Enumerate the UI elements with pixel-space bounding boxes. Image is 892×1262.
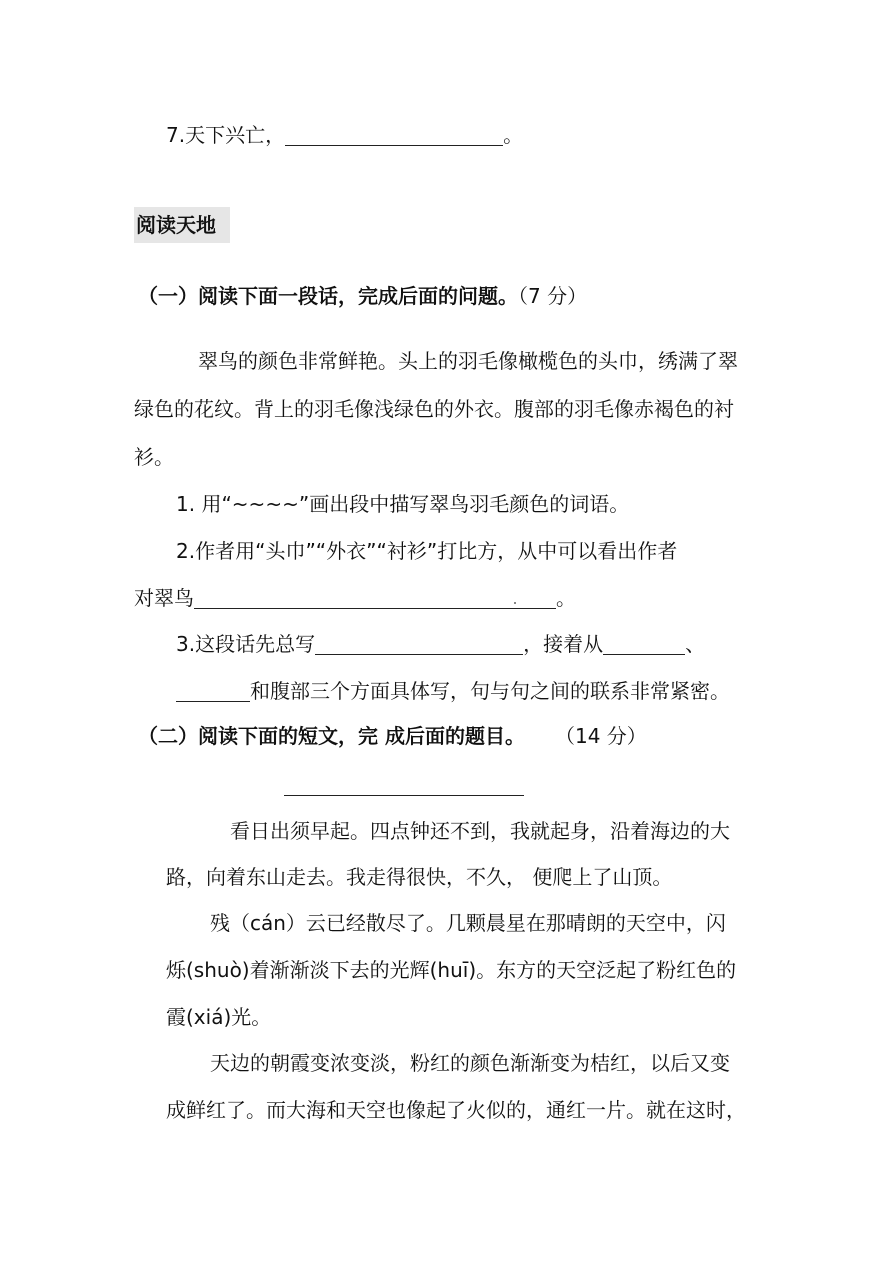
passage-line: 翠鸟的颜色非常鲜艳。头上的羽毛像橄榄色的头巾，绣满了翠 (198, 349, 738, 373)
question-1: 1. 用“~~~~”画出段中描写翠鸟羽毛颜色的词语。 (176, 492, 630, 516)
question-2-start: 对翠鸟 (134, 586, 194, 610)
passage-line: 衫。 (134, 445, 174, 469)
answer-blank[interactable] (176, 681, 250, 702)
question-3-sep: 、 (685, 632, 706, 656)
passage-line: 看日出须早起。四点钟还不到，我就起身，沿着海边的大 (230, 819, 730, 843)
fill-question-7-text: 7.天下兴亡， (166, 123, 286, 147)
part1-heading (138, 283, 587, 309)
question-3-mid: ，接着从 (523, 632, 604, 656)
passage-line: 残（cán）云已经散尽了。几颗晨星在那晴朗的天空中，闪 (210, 911, 726, 935)
answer-blank[interactable] (603, 634, 685, 655)
answer-blank[interactable] (315, 634, 523, 655)
question-2-end: 。 (556, 586, 576, 610)
fill-question-7 (166, 122, 523, 148)
question-2: 2.作者用“头巾”“外衣”“衬衫”打比方，从中可以看出作者 (176, 539, 678, 563)
passage-line: 天边的朝霞变浓变淡，粉红的颜色渐渐变为桔红，以后又变 (210, 1051, 730, 1075)
passage-line: 烁(shuò)着渐渐淡下去的光辉(huī)。东方的天空泛起了粉红色的 (166, 958, 737, 982)
stray-mark (514, 602, 516, 604)
passage-line: 路，向着东山走去。我走得很快，不久， 便爬上了山顶。 (166, 865, 673, 889)
section-tag-label: 阅读天地 (136, 213, 216, 237)
part1-score: （7 分） (518, 284, 588, 308)
answer-blank[interactable] (285, 125, 503, 146)
question-3-line2 (176, 678, 730, 704)
title-blank[interactable] (284, 795, 524, 796)
part2-score: （14 分） (554, 724, 647, 748)
part1-heading-text: （一）阅读下面一段话，完成后面的问题。 (138, 284, 518, 308)
question-3-start: 3.这段话先总写 (176, 632, 316, 656)
passage-line: 霞(xiá)光。 (166, 1005, 272, 1029)
fill-question-7-end: 。 (503, 123, 524, 147)
question-3 (176, 631, 705, 657)
passage-line: 绿色的花纹。背上的羽毛像浅绿色的外衣。腹部的羽毛像赤褐色的衬 (134, 397, 734, 421)
question-2-line2 (134, 585, 576, 611)
part2-heading (138, 723, 647, 749)
part2-heading-text: （二）阅读下面的短文，完 成后面的题目。 (138, 724, 525, 748)
answer-blank[interactable] (194, 588, 556, 609)
passage-line: 成鲜红了。而大海和天空也像起了火似的，通红一片。就在这时， (166, 1098, 746, 1122)
question-3-line2-text: 和腹部三个方面具体写，句与句之间的联系非常紧密。 (250, 679, 730, 703)
section-tag (134, 207, 230, 243)
